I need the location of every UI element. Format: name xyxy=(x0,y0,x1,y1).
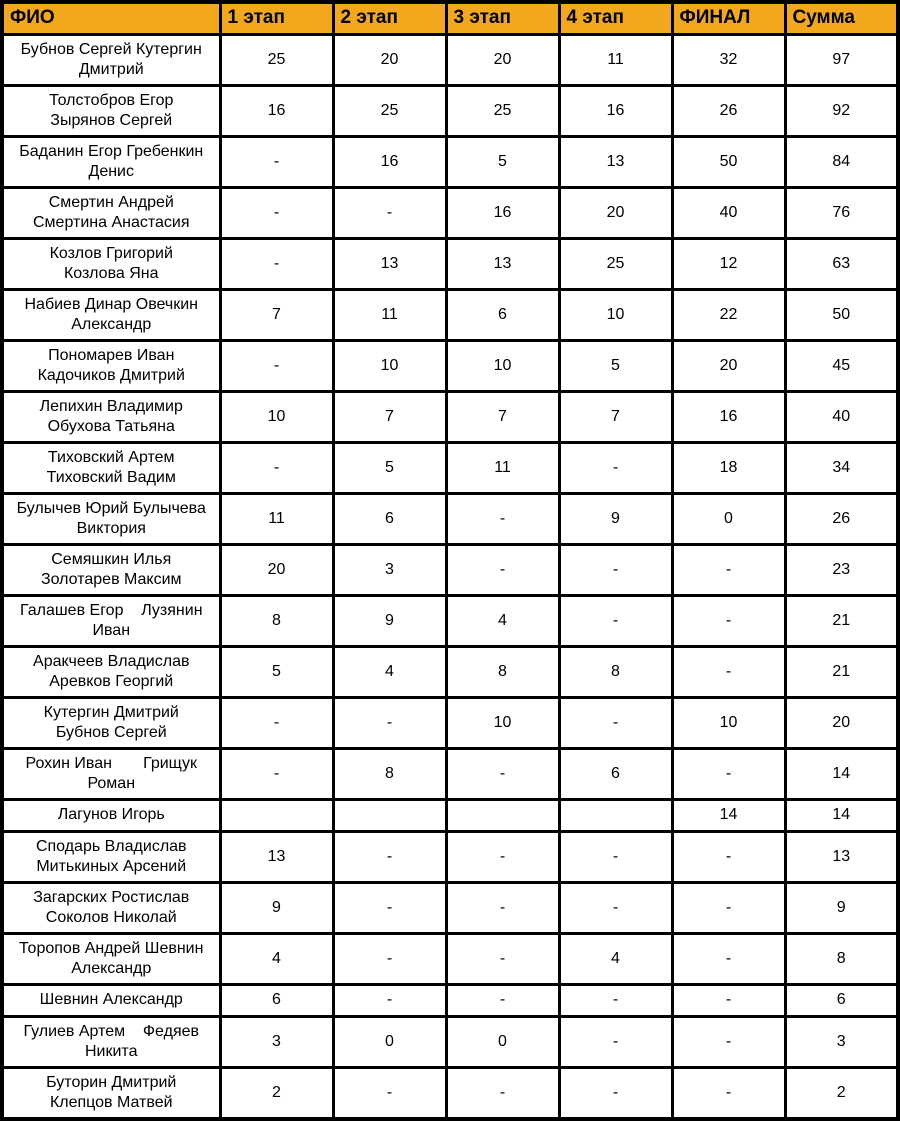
score-cell: 3 xyxy=(333,545,446,596)
score-cell: 16 xyxy=(220,86,333,137)
score-cell: 20 xyxy=(333,35,446,86)
score-cell: 34 xyxy=(785,443,898,494)
team-name-cell: Гулиев Артем Федяев Никита xyxy=(2,1017,220,1068)
score-cell: 11 xyxy=(333,290,446,341)
team-name-cell: Рохин Иван Грищук Роман xyxy=(2,749,220,800)
table-row xyxy=(2,698,898,749)
score-cell: 8 xyxy=(785,934,898,985)
score-cell: - xyxy=(446,934,559,985)
score-cell: 4 xyxy=(220,934,333,985)
score-cell: 16 xyxy=(559,86,672,137)
score-cell: 14 xyxy=(672,800,785,832)
team-name-cell: Бубнов Сергей Кутергин Дмитрий xyxy=(2,35,220,86)
score-cell: 11 xyxy=(220,494,333,545)
score-cell: - xyxy=(672,749,785,800)
score-cell: 45 xyxy=(785,341,898,392)
score-cell: - xyxy=(559,545,672,596)
score-cell: 10 xyxy=(220,392,333,443)
score-cell: 20 xyxy=(785,698,898,749)
team-name-cell: Буторин Дмитрий Клепцов Матвей xyxy=(2,1068,220,1120)
score-cell: - xyxy=(559,1017,672,1068)
team-name-cell: Сподарь Владислав Митькиных Арсений xyxy=(2,832,220,883)
score-cell: 7 xyxy=(220,290,333,341)
score-cell: - xyxy=(559,596,672,647)
score-cell: 14 xyxy=(785,749,898,800)
score-cell: - xyxy=(446,494,559,545)
score-cell: 3 xyxy=(785,1017,898,1068)
score-cell: 11 xyxy=(446,443,559,494)
score-cell: 7 xyxy=(559,392,672,443)
score-cell: 10 xyxy=(672,698,785,749)
score-cell: 9 xyxy=(333,596,446,647)
score-cell: 20 xyxy=(559,188,672,239)
score-cell: 11 xyxy=(559,35,672,86)
score-cell: 25 xyxy=(333,86,446,137)
score-cell: 20 xyxy=(446,35,559,86)
score-cell: 5 xyxy=(333,443,446,494)
score-cell: 21 xyxy=(785,647,898,698)
score-cell: - xyxy=(672,545,785,596)
score-cell: - xyxy=(220,188,333,239)
score-cell: 14 xyxy=(785,800,898,832)
score-cell: 0 xyxy=(333,1017,446,1068)
header-final: ФИНАЛ xyxy=(672,2,785,35)
score-cell: - xyxy=(333,934,446,985)
table-row xyxy=(2,494,898,545)
score-cell: - xyxy=(672,832,785,883)
score-cell: 32 xyxy=(672,35,785,86)
score-cell: - xyxy=(446,749,559,800)
score-cell: 8 xyxy=(446,647,559,698)
table-row xyxy=(2,341,898,392)
score-cell: 20 xyxy=(220,545,333,596)
score-cell: 8 xyxy=(220,596,333,647)
header-stage-4: 4 этап xyxy=(559,2,672,35)
score-cell: 50 xyxy=(672,137,785,188)
score-cell: 63 xyxy=(785,239,898,290)
team-name-cell: Лепихин Владимир Обухова Татьяна xyxy=(2,392,220,443)
table-row xyxy=(2,137,898,188)
score-cell: 8 xyxy=(333,749,446,800)
score-cell: 84 xyxy=(785,137,898,188)
team-name-cell: Баданин Егор Гребенкин Денис xyxy=(2,137,220,188)
table-row xyxy=(2,1017,898,1068)
team-name-cell: Смертин Андрей Смертина Анастасия xyxy=(2,188,220,239)
score-cell: - xyxy=(672,596,785,647)
score-cell: 21 xyxy=(785,596,898,647)
table-row xyxy=(2,1068,898,1120)
score-cell: 13 xyxy=(446,239,559,290)
score-cell xyxy=(446,800,559,832)
score-cell: 2 xyxy=(785,1068,898,1120)
table-row xyxy=(2,596,898,647)
score-cell: 4 xyxy=(446,596,559,647)
score-cell: 26 xyxy=(672,86,785,137)
score-cell: - xyxy=(220,443,333,494)
table-row xyxy=(2,545,898,596)
score-cell: 10 xyxy=(333,341,446,392)
score-cell: - xyxy=(672,985,785,1017)
score-cell xyxy=(220,800,333,832)
score-cell: - xyxy=(672,1017,785,1068)
score-cell: 10 xyxy=(446,341,559,392)
table-row xyxy=(2,883,898,934)
score-cell: 7 xyxy=(333,392,446,443)
table-row xyxy=(2,985,898,1017)
table-row xyxy=(2,290,898,341)
table-row xyxy=(2,35,898,86)
score-cell: - xyxy=(446,832,559,883)
team-name-cell: Лагунов Игорь xyxy=(2,800,220,832)
score-cell: 16 xyxy=(333,137,446,188)
team-name-cell: Пономарев Иван Кадочиков Дмитрий xyxy=(2,341,220,392)
score-cell: 6 xyxy=(559,749,672,800)
score-cell: 23 xyxy=(785,545,898,596)
score-cell: - xyxy=(220,239,333,290)
table-row xyxy=(2,239,898,290)
score-cell: 76 xyxy=(785,188,898,239)
score-cell: - xyxy=(672,934,785,985)
score-cell: 92 xyxy=(785,86,898,137)
score-cell: 7 xyxy=(446,392,559,443)
score-cell: - xyxy=(559,698,672,749)
header-stage-3: 3 этап xyxy=(446,2,559,35)
table-row xyxy=(2,800,898,832)
score-cell: 4 xyxy=(559,934,672,985)
score-cell: 6 xyxy=(785,985,898,1017)
score-cell: - xyxy=(333,1068,446,1120)
score-cell: - xyxy=(559,832,672,883)
table-row xyxy=(2,934,898,985)
score-cell: 26 xyxy=(785,494,898,545)
score-cell: 2 xyxy=(220,1068,333,1120)
table-row xyxy=(2,86,898,137)
score-cell: - xyxy=(220,698,333,749)
score-cell: 9 xyxy=(559,494,672,545)
team-name-cell: Тиховский Артем Тиховский Вадим xyxy=(2,443,220,494)
score-cell: 4 xyxy=(333,647,446,698)
team-name-cell: Шевнин Александр xyxy=(2,985,220,1017)
table-row xyxy=(2,443,898,494)
score-cell: - xyxy=(333,985,446,1017)
table-row xyxy=(2,392,898,443)
header-stage-2: 2 этап xyxy=(333,2,446,35)
score-cell: - xyxy=(672,883,785,934)
score-cell: 13 xyxy=(785,832,898,883)
team-name-cell: Аракчеев Владислав Аревков Георгий xyxy=(2,647,220,698)
score-cell: 5 xyxy=(559,341,672,392)
score-cell: - xyxy=(446,883,559,934)
score-cell: - xyxy=(446,985,559,1017)
header-stage-1: 1 этап xyxy=(220,2,333,35)
score-cell: 25 xyxy=(220,35,333,86)
score-cell: 6 xyxy=(446,290,559,341)
team-name-cell: Булычев Юрий Булычева Виктория xyxy=(2,494,220,545)
team-name-cell: Загарских Ростислав Соколов Николай xyxy=(2,883,220,934)
score-cell xyxy=(559,800,672,832)
score-cell: 22 xyxy=(672,290,785,341)
score-cell: 0 xyxy=(672,494,785,545)
score-cell: 16 xyxy=(672,392,785,443)
score-cell: - xyxy=(559,985,672,1017)
score-cell: - xyxy=(220,749,333,800)
score-cell: 25 xyxy=(446,86,559,137)
score-cell: - xyxy=(559,1068,672,1120)
team-name-cell: Торопов Андрей Шевнин Александр xyxy=(2,934,220,985)
score-cell: - xyxy=(333,698,446,749)
score-cell: 5 xyxy=(446,137,559,188)
score-cell: 13 xyxy=(220,832,333,883)
score-cell: 18 xyxy=(672,443,785,494)
score-cell: - xyxy=(446,545,559,596)
score-cell: 97 xyxy=(785,35,898,86)
score-cell: 50 xyxy=(785,290,898,341)
score-cell: 10 xyxy=(559,290,672,341)
score-cell: 5 xyxy=(220,647,333,698)
score-cell: - xyxy=(672,1068,785,1120)
team-name-cell: Толстобров Егор Зырянов Сергей xyxy=(2,86,220,137)
score-cell xyxy=(333,800,446,832)
score-cell: 40 xyxy=(672,188,785,239)
team-name-cell: Галашев Егор Лузянин Иван xyxy=(2,596,220,647)
table-row xyxy=(2,647,898,698)
score-cell: - xyxy=(220,137,333,188)
score-cell: 20 xyxy=(672,341,785,392)
table-row xyxy=(2,832,898,883)
score-cell: - xyxy=(333,188,446,239)
team-name-cell: Семяшкин Илья Золотарев Максим xyxy=(2,545,220,596)
team-name-cell: Кутергин Дмитрий Бубнов Сергей xyxy=(2,698,220,749)
table-row xyxy=(2,188,898,239)
score-cell: - xyxy=(333,832,446,883)
score-cell: 25 xyxy=(559,239,672,290)
score-cell: - xyxy=(220,341,333,392)
score-cell: 10 xyxy=(446,698,559,749)
score-cell: 8 xyxy=(559,647,672,698)
score-cell: - xyxy=(559,443,672,494)
score-cell: 13 xyxy=(333,239,446,290)
header-row xyxy=(2,2,898,35)
header-sum: Сумма xyxy=(785,2,898,35)
table-row xyxy=(2,749,898,800)
score-cell: 3 xyxy=(220,1017,333,1068)
header-fio: ФИО xyxy=(2,2,220,35)
score-cell: 13 xyxy=(559,137,672,188)
score-cell: - xyxy=(333,883,446,934)
team-name-cell: Набиев Динар Овечкин Александр xyxy=(2,290,220,341)
score-cell: - xyxy=(559,883,672,934)
score-cell: 40 xyxy=(785,392,898,443)
score-cell: 12 xyxy=(672,239,785,290)
table-body xyxy=(2,35,898,1120)
score-cell: 9 xyxy=(220,883,333,934)
score-cell: 6 xyxy=(333,494,446,545)
score-cell: 9 xyxy=(785,883,898,934)
score-cell: - xyxy=(672,647,785,698)
score-cell: 0 xyxy=(446,1017,559,1068)
score-cell: 16 xyxy=(446,188,559,239)
score-cell: 6 xyxy=(220,985,333,1017)
team-name-cell: Козлов Григорий Козлова Яна xyxy=(2,239,220,290)
score-cell: - xyxy=(446,1068,559,1120)
